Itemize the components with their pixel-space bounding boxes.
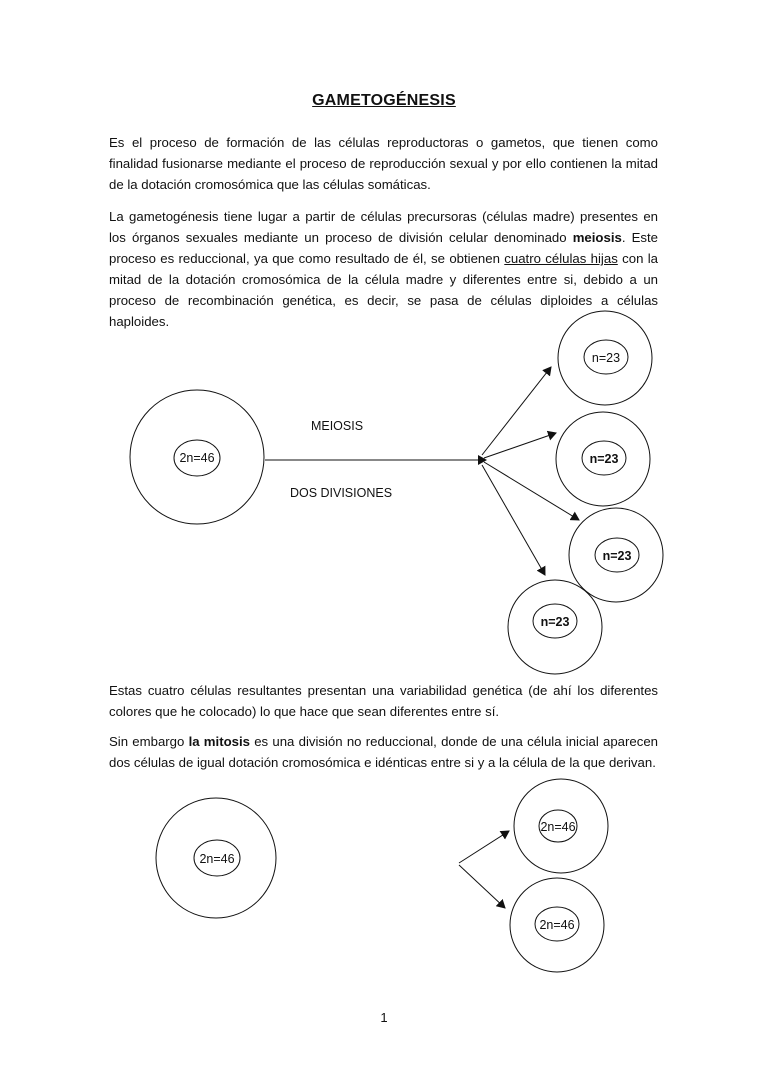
mitosis-arrow-down	[459, 865, 505, 908]
daughter-cell-1-label: n=23	[591, 351, 621, 365]
paragraph-variability: Estas cuatro células resultantes presentan una variabilidad genética (de ahí los diferentes colores que he colocado) lo que hace que sean diferentes entre sí.	[109, 683, 658, 719]
meiosis-label: MEIOSIS	[310, 419, 364, 433]
mitosis-mother-cell-label: 2n=46	[199, 852, 235, 866]
two-divisions-label: DOS DIVISIONES	[289, 486, 393, 500]
paragraph-meiosis-text-1: La gametogénesis tiene lugar a partir de células precursoras (células madre) presentes en los órganos sexuales mediante un proceso de división celular denominado	[109, 209, 658, 245]
mother-cell-label: 2n=46	[179, 451, 215, 465]
daughter-cell-4-label: n=23	[540, 615, 570, 629]
mitosis-term: la mitosis	[188, 734, 250, 749]
branch-arrow-1	[482, 367, 551, 455]
daughter-cell-2-label: n=23	[589, 452, 619, 466]
branch-arrow-2	[484, 433, 556, 458]
paragraph-mitosis	[109, 731, 658, 773]
paragraph-mitosis-text-1: Sin embargo	[109, 734, 189, 749]
mitosis-daughter-cell-2-label: 2n=46	[539, 918, 575, 932]
paragraph-meiosis-text-3: con la mitad de la dotación cromosómica de la célula madre y diferentes entre si, debido a un proceso de recombinación genética, es decir, se pasa de células diploides a células haploides.	[109, 251, 659, 329]
daughter-cell-3-label: n=23	[602, 549, 632, 563]
mitosis-daughter-cell-1-label: 2n=46	[540, 820, 576, 834]
paragraph-meiosis-text-2: . Este proceso es reduccional, ya que como resultado de él, se obtienen	[109, 230, 659, 266]
paragraph-definition: Es el proceso de formación de las células reproductoras o gametos, que tienen como finalidad fusionarse mediante el proceso de reproducción sexual y por ello contienen la mitad de la dotación cromosómica que las células somáticas.	[109, 135, 658, 192]
branch-arrow-4	[482, 465, 545, 575]
meiosis-term: meiosis	[572, 230, 622, 245]
branch-arrow-3	[484, 462, 579, 520]
page-number: 1	[380, 1010, 388, 1025]
document-title: GAMETOGÉNESIS	[312, 92, 456, 109]
four-cells-term: cuatro células hijas	[504, 251, 618, 266]
paragraph-mitosis-text-2: es una división no reduccional, donde de una célula inicial aparecen dos células de igual dotación cromosómica e idénticas entre si y a la célula de la que derivan.	[109, 734, 658, 770]
mitosis-arrow-up	[459, 831, 509, 863]
